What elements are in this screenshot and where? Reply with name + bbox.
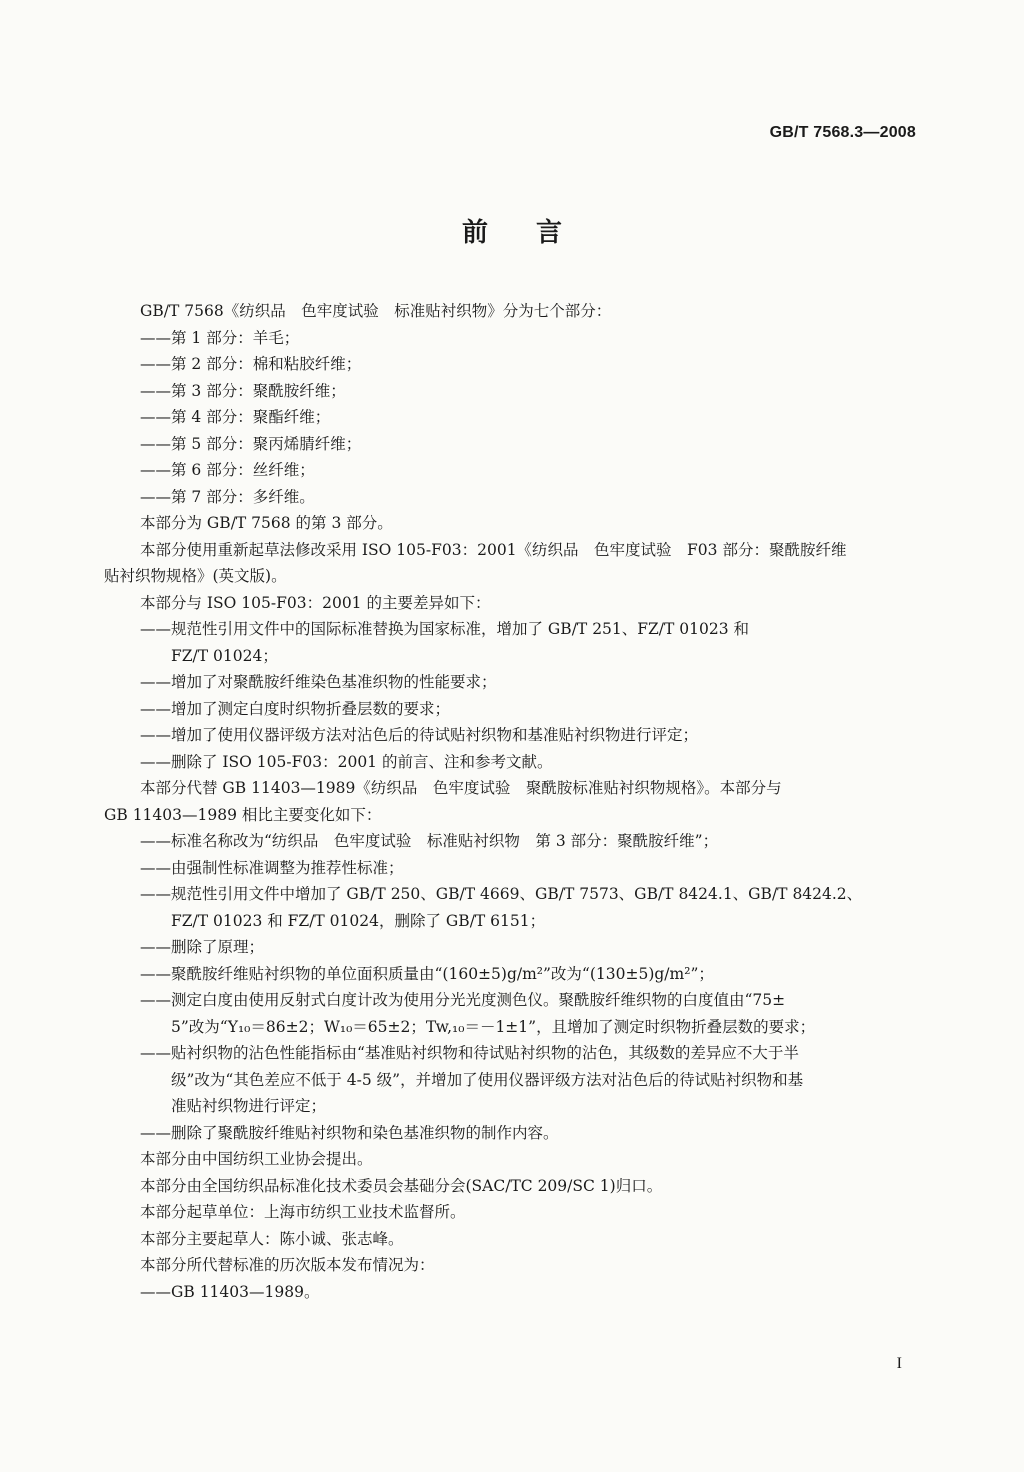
list-item: ——贴衬织物的沾色性能指标由“基准贴衬织物和待试贴衬织物的沾色，其级数的差异应不大于半 [140, 1044, 799, 1062]
page-number: I [896, 1355, 902, 1372]
foreword-body [104, 298, 916, 1305]
paragraph: GB/T 7568《纺织品 色牢度试验 标准贴衬织物》分为七个部分： [140, 302, 612, 320]
list-item: ——测定白度由使用反射式白度计改为使用分光光度测色仪。聚酰胺纤维织物的白度值由“75± [140, 991, 786, 1009]
list-item: ——第 5 部分：聚丙烯腈纤维； [140, 434, 362, 453]
paragraph: 本部分起草单位：上海市纺织工业技术监督所。 [140, 1203, 466, 1221]
list-item-continuation: FZ/T 01024； [171, 646, 278, 665]
list-item: ——增加了使用仪器评级方法对沾色后的待试贴衬织物和基准贴衬织物进行评定； [140, 726, 699, 744]
list-item: ——第 6 部分：丝纤维； [140, 461, 315, 479]
list-item: ——GB 11403—1989。 [140, 1282, 320, 1301]
list-item: ——第 4 部分：聚酯纤维； [140, 408, 331, 426]
list-item: ——第 7 部分：多纤维。 [140, 487, 315, 506]
paragraph: 本部分代替 GB 11403—1989《纺织品 色牢度试验 聚酰胺标准贴衬织物规格》。本部分与 [140, 779, 782, 797]
list-item-continuation: 准贴衬织物进行评定； [171, 1097, 327, 1115]
page-title: 前言 [461, 218, 610, 248]
paragraph: 本部分主要起草人：陈小诚、张志峰。 [140, 1229, 404, 1248]
list-item: ——规范性引用文件中的国际标准替换为国家标准，增加了 GB/T 251、FZ/T 01023 和 [140, 620, 750, 638]
list-item: ——由强制性标准调整为推荐性标准； [140, 858, 404, 877]
list-item: ——增加了对聚酰胺纤维染色基准织物的性能要求； [140, 673, 497, 691]
list-item-continuation: 级”改为“其色差应不低于 4-5 级”，并增加了使用仪器评级方法对沾色后的待试贴衬织物和基 [171, 1070, 804, 1089]
paragraph: 本部分与 ISO 105-F03：2001 的主要差异如下： [140, 593, 491, 612]
paragraph-continuation: 贴衬织物规格》(英文版)。 [104, 567, 287, 585]
list-item-continuation: 5”改为“Y₁₀＝86±2；W₁₀＝65±2；Tw,₁₀＝－1±1”，且增加了测定时织物折叠层数的要求； [171, 1017, 816, 1036]
paragraph: 本部分由全国纺织品标准化技术委员会基础分会(SAC/TC 209/SC 1)归口。 [140, 1176, 663, 1195]
paragraph: 本部分为 GB/T 7568 的第 3 部分。 [140, 514, 393, 532]
list-item: ——增加了测定白度时织物折叠层数的要求； [140, 699, 451, 718]
list-item: ——删除了原理； [140, 938, 265, 956]
list-item: ——第 3 部分：聚酰胺纤维； [140, 381, 346, 400]
list-item: ——删除了 ISO 105-F03：2001 的前言、注和参考文献。 [140, 752, 553, 771]
list-item: ——删除了聚酰胺纤维贴衬织物和染色基准织物的制作内容。 [140, 1123, 559, 1142]
paragraph: 本部分使用重新起草法修改采用 ISO 105-F03：2001《纺织品 色牢度试验 F03 部分：聚酰胺纤维 [140, 540, 847, 559]
standard-code: GB/T 7568.3—2008 [769, 124, 916, 141]
list-item-continuation: FZ/T 01023 和 FZ/T 01024，删除了 GB/T 6151； [171, 911, 546, 930]
list-item: ——第 2 部分：棉和粘胶纤维； [140, 355, 362, 373]
list-item: ——第 1 部分：羊毛； [140, 328, 300, 347]
paragraph-continuation: GB 11403—1989 相比主要变化如下： [104, 805, 382, 824]
list-item: ——聚酰胺纤维贴衬织物的单位面积质量由“(160±5)g/m²”改为“(130±5)g/m²”； [140, 964, 714, 983]
paragraph: 本部分由中国纺织工业协会提出。 [140, 1150, 373, 1168]
list-item: ——标准名称改为“纺织品 色牢度试验 标准贴衬织物 第 3 部分：聚酰胺纤维”； [140, 832, 719, 850]
list-item: ——规范性引用文件中增加了 GB/T 250、GB/T 4669、GB/T 7573、GB/T 8424.1、GB/T 8424.2、 [140, 885, 863, 903]
paragraph: 本部分所代替标准的历次版本发布情况为： [140, 1256, 435, 1274]
